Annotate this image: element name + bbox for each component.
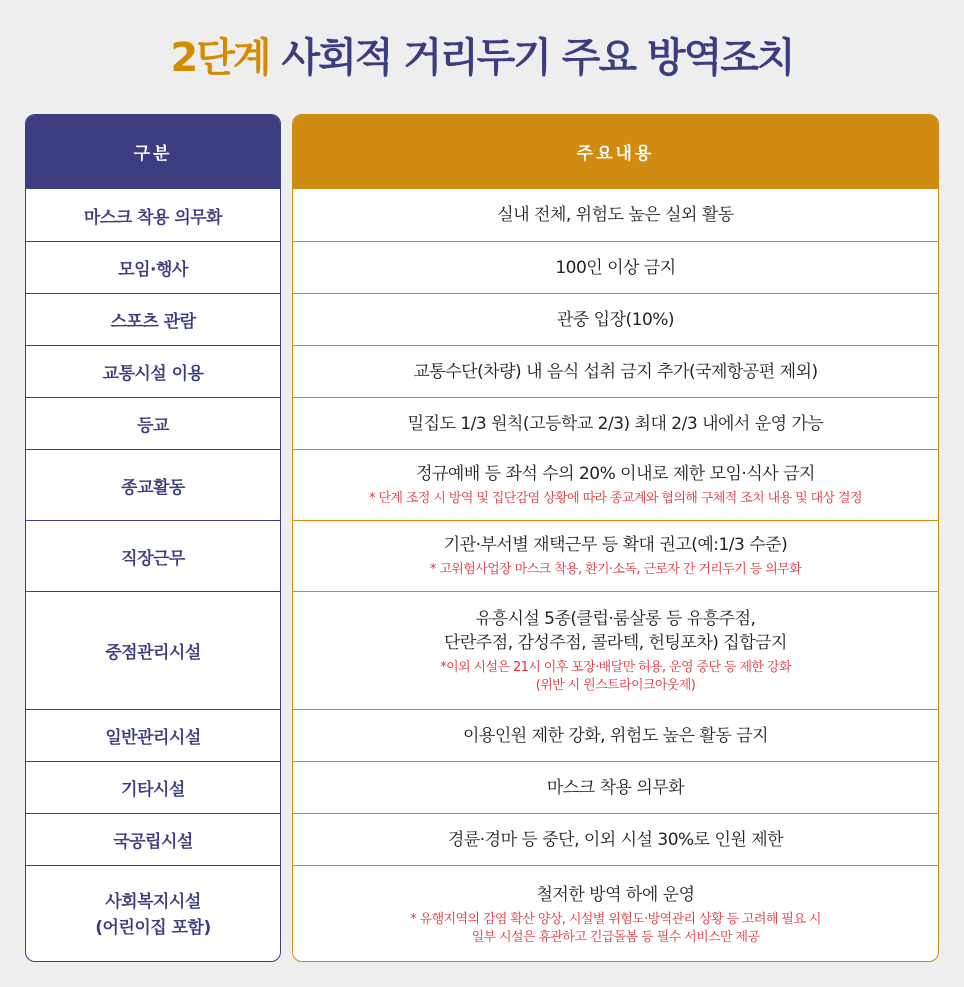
content-main: 100인 이상 금지	[555, 257, 676, 278]
content-main: 경륜·경마 등 중단, 이외 시설 30%로 인원 제한	[447, 829, 784, 850]
content-note: * 고위험사업장 마스크 착용, 환기·소독, 근로자 간 거리두기 등 의무화	[429, 562, 802, 577]
content-main: 철저한 방역 하에 운영	[536, 885, 695, 905]
content-cell	[293, 591, 938, 709]
category-cell: 사회복지시설 (어린이집 포함)	[26, 865, 280, 962]
content-note: *이외 시설은 21시 이후 포장·배달만 허용, 운영 중단 등 제한 강화 (위반 시 원스트라이크아웃제)	[440, 659, 791, 693]
content-column	[292, 114, 939, 962]
content-cell	[293, 761, 938, 813]
content-main: 실내 전체, 위험도 높은 실외 활동	[497, 205, 734, 225]
category-cell: 스포츠 관람	[26, 293, 280, 345]
category-cell: 국공립시설	[26, 813, 280, 865]
category-cell: 일반관리시설	[26, 709, 280, 761]
content-main: 마스크 착용 의무화	[546, 777, 685, 798]
category-cell: 마스크 착용 의무화	[26, 188, 280, 241]
content-main: 밀집도 1/3 원칙(고등학교 2/3) 최대 2/3 내에서 운영 가능	[407, 413, 824, 434]
category-cell: 교통시설 이용	[26, 345, 280, 397]
content-main: 관중 입장(10%)	[556, 309, 675, 330]
category-cell: 기타시설	[26, 761, 280, 813]
category-cell: 직장근무	[26, 520, 280, 591]
content-cell	[293, 241, 938, 293]
content-note: * 유행지역의 감염 확산 양상, 시설별 위험도·방역관리 상황 등 고려해 필요 시 일부 시설은 휴관하고 긴급돌봄 등 필수 서비스만 제공	[410, 912, 821, 945]
content-cell	[293, 345, 938, 397]
content-main: 기관·부서별 재택근무 등 확대 권고(예:1/3 수준)	[443, 535, 788, 555]
content-main: 정규예배 등 좌석 수의 20% 이내로 제한 모임·식사 금지	[416, 464, 815, 484]
content-main: 이용인원 제한 강화, 위험도 높은 활동 금지	[462, 725, 768, 746]
content-cell	[293, 188, 938, 241]
content-note: * 단계 조정 시 방역 및 집단감염 상황에 따라 종교계와 협의해 구체적 조치 내용 및 대상 결정	[369, 491, 862, 506]
content-cell	[293, 709, 938, 761]
title-accent: 2단계	[170, 35, 270, 81]
title-rest: 사회적 거리두기 주요 방역조치	[269, 35, 794, 81]
content-cell	[293, 813, 938, 865]
category-column	[25, 114, 281, 962]
content-cell	[293, 449, 938, 520]
content-cell	[293, 293, 938, 345]
page-title	[0, 28, 964, 88]
category-header: 구분	[26, 115, 280, 188]
content-header: 주요내용	[293, 115, 938, 188]
category-cell: 중점관리시설	[26, 591, 280, 709]
category-cell: 등교	[26, 397, 280, 449]
content-cell	[293, 520, 938, 591]
category-cell: 종교활동	[26, 449, 280, 520]
content-cell	[293, 397, 938, 449]
content-cell	[293, 865, 938, 962]
category-cell: 모임·행사	[26, 241, 280, 293]
content-main: 교통수단(차량) 내 음식 섭취 금지 추가(국제항공편 제외)	[413, 361, 818, 382]
content-main: 유흥시설 5종(클럽·룸살롱 등 유흥주점, 단란주점, 감성주점, 콜라텍, 헌팅포차) 집합금지	[444, 608, 787, 653]
